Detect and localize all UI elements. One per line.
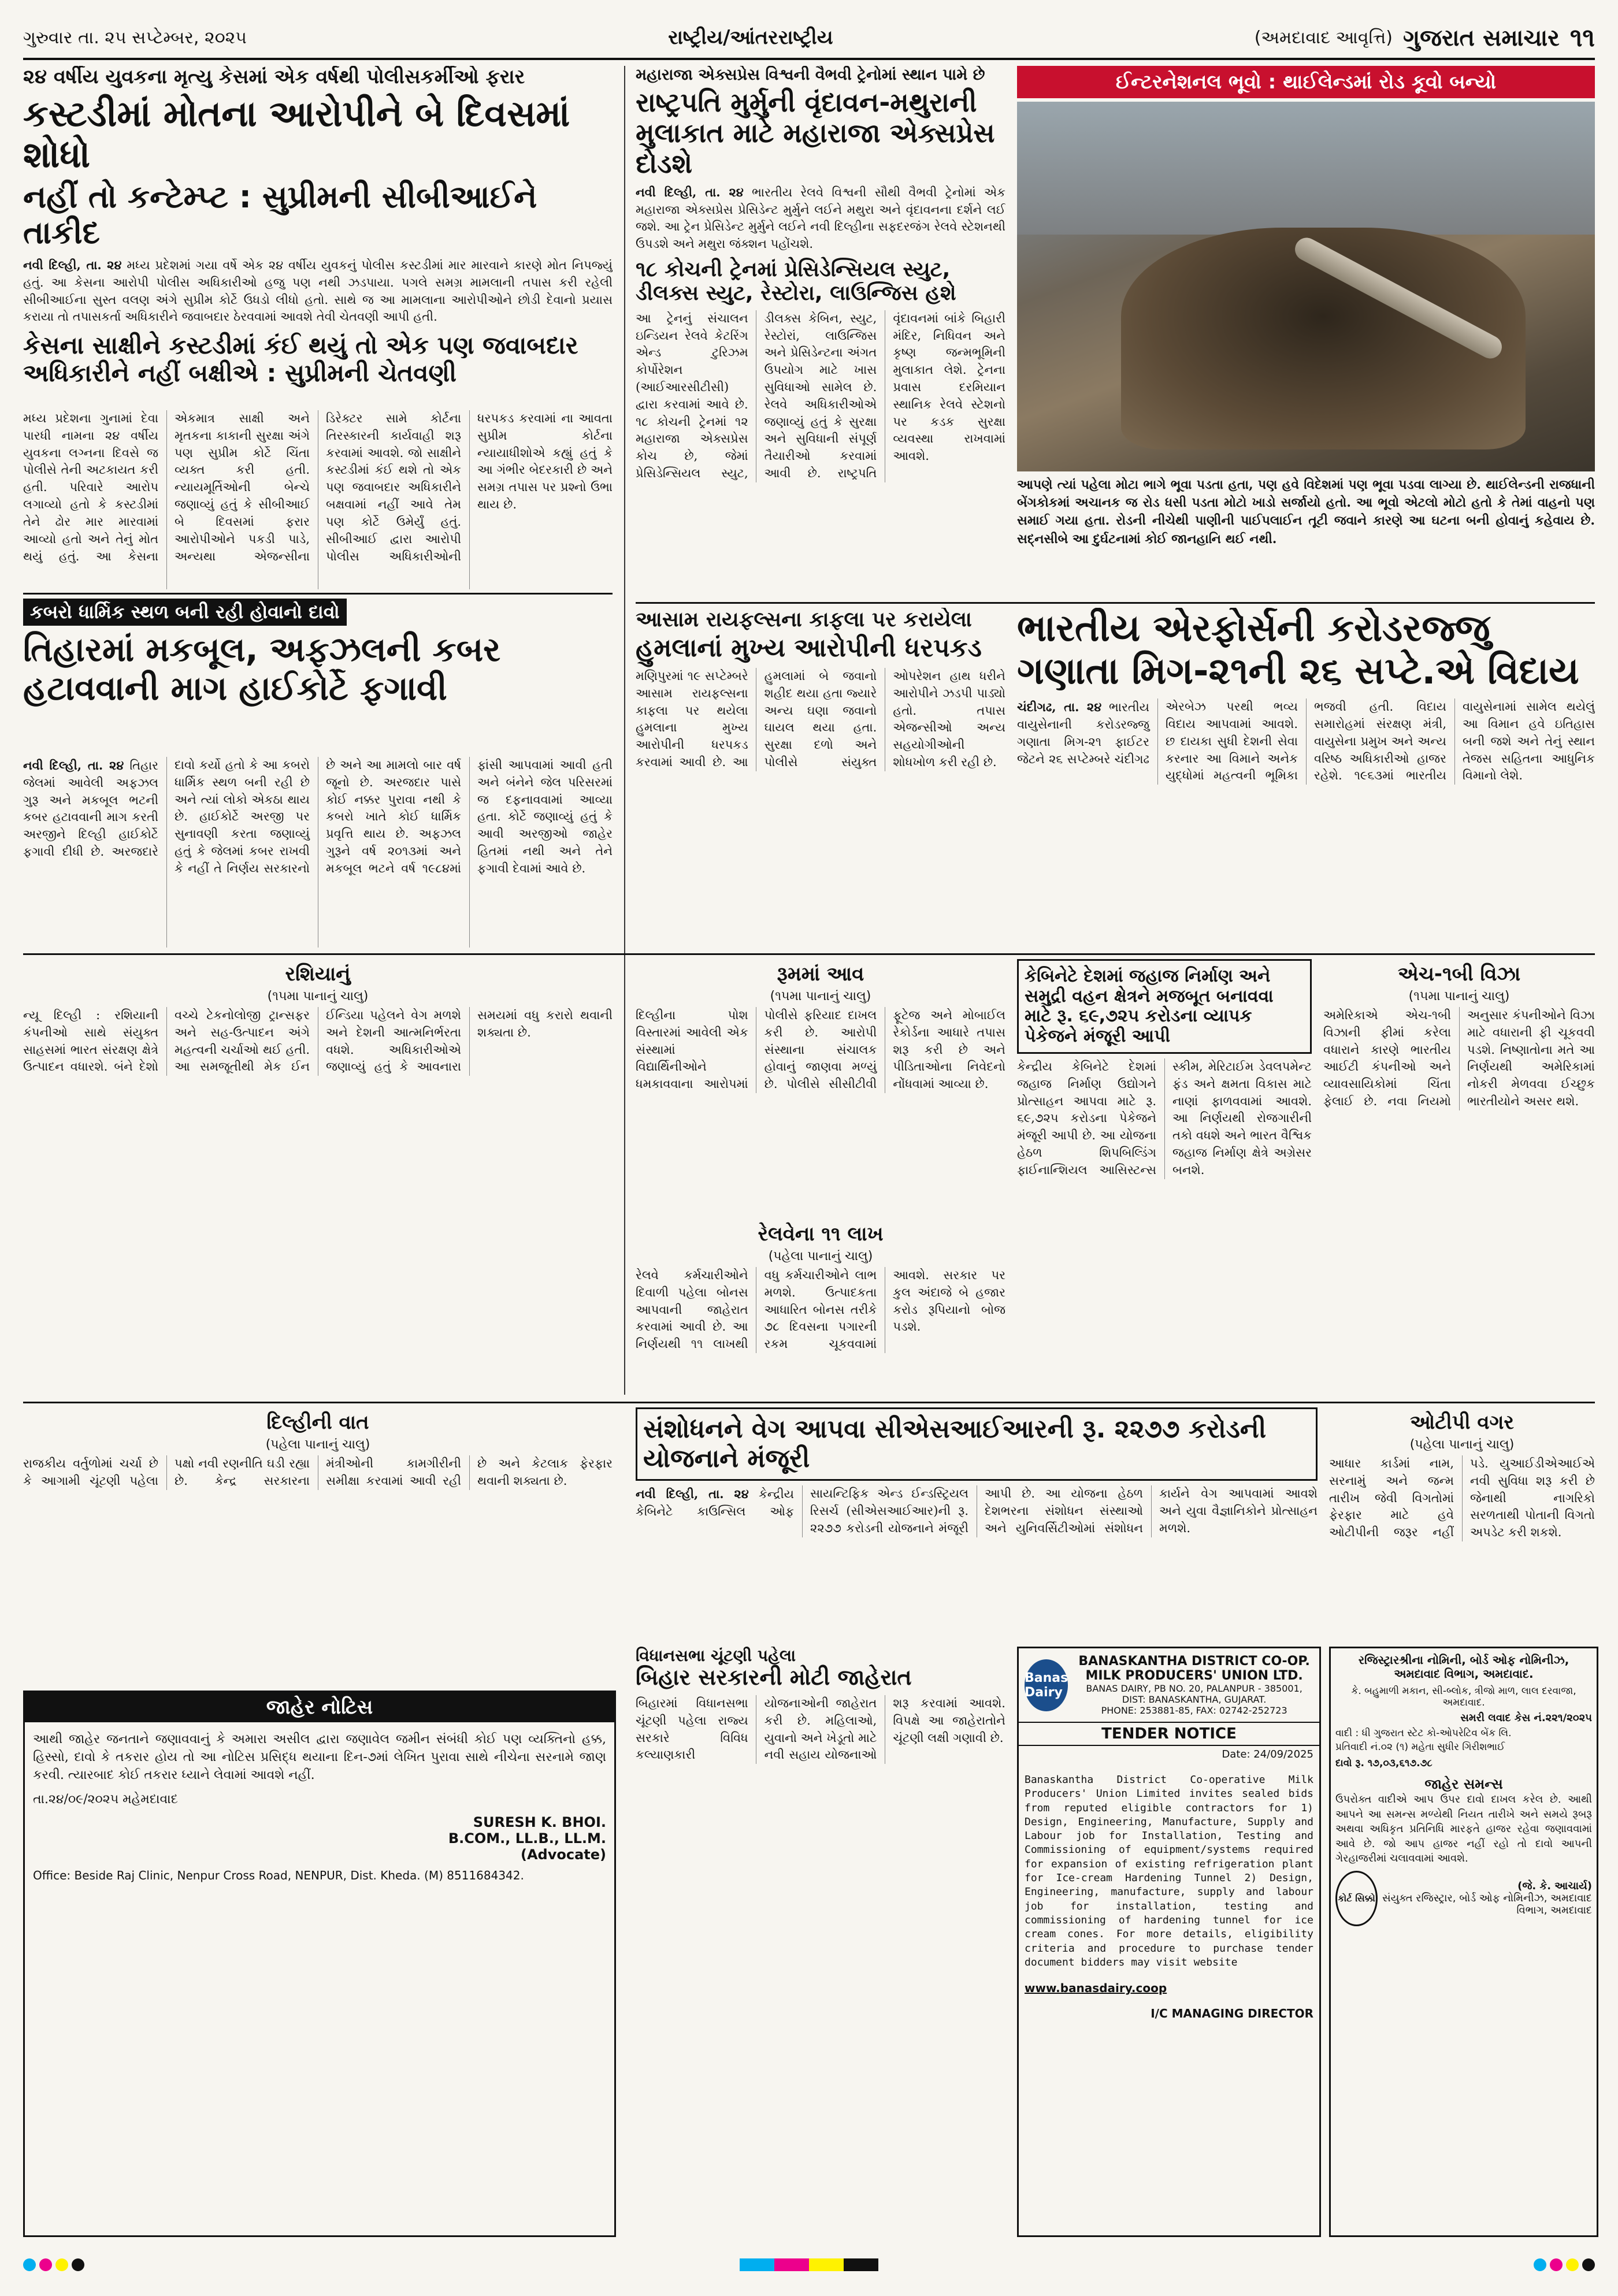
court-notice-title: રજિસ્ટ્રારશ્રીના નોમિની, બોર્ડ ઓફ નોમિનીઝ, અમદાવાદ વિભાગ, અમદાવાદ. — [1358, 1653, 1569, 1681]
story3-intro — [636, 184, 1005, 253]
page-number: ૧૧ — [1569, 23, 1595, 53]
story9-kicker: વિધાનસભા ચૂંટણી પહેલા — [636, 1647, 796, 1665]
court-claim: દાવો રૂ. ૧૭,૦૩,૬૧૭.૭૮ — [1335, 1758, 1433, 1769]
story-tihar — [23, 599, 613, 755]
jump-rail — [636, 1219, 1005, 1392]
story3-dateline: નવી દિલ્હી, તા. ૨૪ — [636, 184, 744, 199]
story2-headline: તિહારમાં મકબૂલ, અફઝલની કબર હટાવવાની માગ હાઈકોર્ટે ફગાવી — [23, 630, 501, 708]
story4-caption: આપણે ત્યાં પહેલા મોટા ભાગે ભૂવા પડતા હતા, પણ હવે વિદેશમાં પણ ભૂવા પડવા લાગ્યા છે. થાઈલેન્ડની રાજધાની બેંગકોકમાં અચાનક જ રોડ ધસી પડતા મોટો ખાડો સર્જાયો હતો. આ ભૂવો એટલો મોટો હતો કે તેમાં વાહનો પણ સમાઈ ગયા હતા. રોડની નીચેથી પાણીની પાઈપલાઈન તૂટી જવાને કારણે આ ઘટના બની હોવાનું કહેવાય છે. સદ્નસીબે આ દુર્ઘટનામાં કોઈ જાનહાનિ થઈ નથી. — [1017, 477, 1595, 547]
jump-delhi — [23, 1407, 613, 1685]
otp-body: આધાર કાર્ડમાં નામ, સરનામું અને જન્મ તારીખ જેવી વિગતોમાં ફેરફાર માટે હવે ઓટીપીની જરૂર નહીં પડે. યુઆઈડીએઆઈએ નવી સુવિધા શરૂ કરી છે જેનાથી નાગરિકો સરળતાથી પોતાની વિગતો અપડેટ કરી શકશે. — [1329, 1457, 1595, 1540]
rumma-title: રૂમમાં આવ — [777, 963, 864, 986]
masthead — [23, 17, 1595, 60]
court-notice — [1329, 1647, 1598, 2237]
story1-headline: કસ્ટડીમાં મોતના આરોપીને બે દિવસમાં શોધો — [23, 92, 570, 176]
story5-headline: હુમલાનાં મુખ્ય આરોપીની ધરપકડ — [636, 633, 982, 663]
court-seal: કોર્ટ સિક્કો — [1335, 1871, 1378, 1926]
story9-body: બિહારમાં વિધાનસભા ચૂંટણી પહેલા રાજ્ય સરકારે વિવિધ કલ્યાણકારી યોજનાઓની જાહેરાત કરી છે. મહિલાઓ, યુવાનો અને ખેડૂતો માટે નવી સહાય યોજનાઓ શરૂ કરવામાં આવશે. વિપક્ષે આ જાહેરાતોને ચૂંટણી લક્ષી ગણાવી છે. — [636, 1696, 1005, 1762]
rumma-sub: (૧૫મા પાનાનું ચાલુ) — [770, 989, 871, 1004]
divider — [23, 1402, 1595, 1403]
delhi-title: દિલ્હીની વાત — [266, 1411, 369, 1434]
tender-phone: PHONE: 253881-85, FAX: 02742-252723 — [1101, 1705, 1287, 1716]
newspaper-page — [23, 17, 1595, 2276]
story1-kicker: ૨૪ વર્ષીય યુવકના મૃત્યુ કેસમાં એક વર્ષથી પોલીસકર્મીઓ ફરાર — [23, 66, 525, 88]
magenta-dot — [1550, 2258, 1563, 2271]
story9-headline: બિહાર સરકારની મોટી જાહેરાત — [636, 1665, 912, 1691]
tender-notice — [1017, 1647, 1321, 2237]
story8-dateline: નવી દિલ્હી, તા. ૨૪ — [636, 1487, 749, 1502]
rail-title: રેલવેના ૧૧ લાખ — [758, 1223, 884, 1246]
magenta-dot — [39, 2258, 52, 2271]
legal-notice-body: આથી જાહેર જનતાને જણાવવાનું કે અમારા અસીલ દ્વારા જણાવેલ જમીન સંબંધી કોઈ પણ વ્યક્તિનો હક્ક, હિસ્સો, દાવો કે તકરાર હોય તો આ નોટિસ પ્રસિદ્ધ થયાના દિન-૭માં લેખિત પુરાવા સાથે નીચેના સરનામે જાણ કરવી. ત્યારબાદ કોઈ તકરાર ધ્યાને લેવામાં આવશે નહીં. — [33, 1732, 606, 1783]
story1-intro-text: મધ્ય પ્રદેશમાં ગયા વર્ષે એક ૨૪ વર્ષીય યુવકનું પોલીસ કસ્ટડીમાં માર મારવાને કારણે મોત નિપજ્યું હતું. આ કેસના આરોપી પોલીસ અધિકારીઓ હજુ પણ નથી ઝડપાયા. પગલે સમગ્ર મામલાની તપાસ કરી રહેલી સીબીઆઈના સુસ્ત વલણ અંગે સુપ્રીમ કોર્ટે ઉધડો લીધો હતો. સાથે જ આ મામલાના આરોપીઓને છોડી દેવાનો પ્રયાસ કરાયા તો તપાસકર્તા અધિકારીને જવાબદાર ઠેરવવામાં આવશે તેવી ચેતવણી આપી હતી. — [23, 258, 613, 324]
yellow-swatch — [809, 2258, 844, 2271]
story4-banner: ઈન્ટરનેશનલ ભૂવો : થાઈલેન્ડમાં રોડ કૂવો બન્યો — [1017, 66, 1595, 98]
tender-org: BANASKANTHA DISTRICT CO-OP. MILK PRODUCERS' UNION LTD. — [1078, 1654, 1310, 1683]
print-registration-strip — [23, 2253, 1595, 2276]
story1-subhead: કેસના સાક્ષીને કસ્ટડીમાં કંઈ થયું તો એક પણ જવાબદાર અધિકારીને નહીં બક્ષીએ : સુપ્રીમની ચેતવણી — [23, 331, 578, 388]
story6-body — [1017, 699, 1595, 785]
rumma-body: દિલ્હીના પોશ વિસ્તારમાં આવેલી એક સંસ્થામાં વિદ્યાર્થિનીઓને ધમકાવવાના આરોપમાં પોલીસે ફરિયાદ દાખલ કરી છે. આરોપી સંસ્થાના સંચાલક હોવાનું જાણવા મળ્યું છે. પોલીસે સીસીટીવી ફૂટેજ અને મોબાઈલ રેકોર્ડના આધારે તપાસ શરૂ કરી છે અને પીડિતાઓના નિવેદનો નોંધવામાં આવ્યા છે. — [636, 1008, 1005, 1091]
story-custody-death — [23, 66, 613, 407]
story8-text: કેન્દ્રીય કેબિનેટે કાઉન્સિલ ઓફ સાયન્ટિફિક એન્ડ ઈન્ડસ્ટ્રિયલ રિસર્ચ (સીએસઆઈઆર)ની રૂ. ૨૨૭૭ કરોડની યોજનાને મંજૂરી આપી છે. આ યોજના હેઠળ દેશભરના સંશોધન સંસ્થાઓ અને યુનિવર્સિટીઓમાં સંશોધન કાર્યને વેગ આપવામાં આવશે અને યુવા વૈજ્ઞાનિકોને પ્રોત્સાહન મળશે. — [636, 1487, 1318, 1535]
delhi-body: રાજકીય વર્તુળોમાં ચર્ચા છે કે આગામી ચૂંટણી પહેલા પક્ષો નવી રણનીતિ ઘડી રહ્યા છે. કેન્દ્ર સરકારના મંત્રીઓની કામગીરીની સમીક્ષા કરવામાં આવી રહી છે અને કેટલાક ફેરફાર થવાની શક્યતા છે. — [23, 1457, 613, 1488]
otp-title: ઓટીપી વગર — [1410, 1411, 1514, 1434]
story-assam-rifles — [636, 608, 1005, 862]
advocate-block — [33, 1814, 606, 1863]
tender-body: Banaskantha District Co-operative Milk Producers' Union Limited invites sealed bids from reputed eligible contractors for 1) Design, Engineering, Manufacture, Supply and Labour job for Installation, Testing and Commissioning of equipment/systems required for expansion of existing refrigeration plant for Ice-cream Hardening Tunnel 2) Design, Engineering, manufacture, supply and labour job for installation, testing and commissioning of hardening tunnel for ice cream cones. For more details, eligibility criteria and procedure to purchase tender document bidders may visit website — [1025, 1774, 1313, 1968]
story8-headline: સંશોધનને વેગ આપવા સીએસઆઈઆરની રૂ. ૨૨૭૭ કરોડની યોજનાને મંજૂરી — [643, 1414, 1267, 1473]
jump-rumma — [636, 959, 1005, 1213]
banas-dairy-logo: Banas Dairy — [1025, 1659, 1068, 1711]
story6-dateline: ચંદીગઢ, તા. ૨૪ — [1017, 700, 1102, 715]
advocate-role: (Advocate) — [521, 1846, 606, 1863]
masthead-left — [23, 28, 247, 48]
story6-headline: ભારતીય એરફોર્સની કરોડરજ્જુ ગણાતા મિગ-૨૧ની ૨૬ સપ્ટે.એ વિદાય — [1017, 608, 1579, 693]
story5-kicker: આસામ રાયફલ્સના કાફલા પર કરાયેલા — [636, 608, 972, 631]
court-plaintiff: વાદી : ધી ગુજરાત સ્ટેટ કો-ઓપરેટિવ બેંક લિ. — [1335, 1727, 1512, 1739]
story-cabinet-ship — [1017, 959, 1312, 1398]
rail-sub: (પહેલા પાનાનું ચાલુ) — [768, 1249, 873, 1264]
black-swatch — [844, 2258, 878, 2271]
tender-title: TENDER NOTICE — [1019, 1722, 1319, 1746]
story1-dateline: નવી દિલ્હી, તા. ૨૪ — [23, 257, 122, 272]
color-bar — [740, 2258, 878, 2271]
story3-body: આ ટ્રેનનું સંચાલન ઇન્ડિયન રેલવે કેટરિંગ એન્ડ ટુરિઝમ કોર્પોરેશન (આઈઆરસીટીસી) દ્વારા કરવામાં આવે છે. ૧૮ કોચની ટ્રેનમાં ૧૨ મહારાજા એક્સપ્રેસ કોચ છે, જેમાં પ્રેસિડેન્સિયલ સ્યુટ, ડીલક્સ કેબિન, સ્યુટ, રેસ્ટોરાં, લાઉન્જિસ અને પ્રેસિડેન્ટના અંગત ઉપયોગ માટે ખાસ સુવિધાઓ સામેલ છે. રેલવે અધિકારીઓએ જણાવ્યું હતું કે સુરક્ષા અને સુવિધાની સંપૂર્ણ તૈયારીઓ કરવામાં આવી છે. રાષ્ટ્રપતિ વૃંદાવનમાં બાંકે બિહારી મંદિર, નિધિવન અને કૃષ્ણ જન્મભૂમિની મુલાકાત લેશે. ટ્રેનના પ્રવાસ દરમિયાન સ્થાનિક રેલવે સ્ટેશનો પર કડક સુરક્ષા વ્યવસ્થા રાખવામાં આવશે. — [636, 311, 1005, 481]
section-title: રાષ્ટ્રીય/આંતરરાષ્ટ્રીય — [668, 26, 833, 49]
cyan-dot — [1534, 2258, 1546, 2271]
court-signer: (જે. કે. આચાર્ય) — [1517, 1880, 1592, 1893]
story7-body: કેન્દ્રીય કેબિનેટે દેશમાં જહાજ નિર્માણ ઉદ્યોગને પ્રોત્સાહન આપવા માટે રૂ. ૬૯,૭૨૫ કરોડના પેકેજને મંજૂરી આપી છે. આ યોજના હેઠળ શિપબિલ્ડિંગ ફાઈનાન્શિયલ આસિસ્ટન્સ સ્કીમ, મેરિટાઈમ ડેવલપમેન્ટ ફંડ અને ક્ષમતા વિકાસ માટે નાણાં ફાળવવામાં આવશે. આ નિર્ણયથી રોજગારીની તકો વધશે અને ભારત વૈશ્વિક જહાજ નિર્માણ ક્ષેત્રે અગ્રેસર બનશે. — [1017, 1060, 1312, 1177]
story3-headline: રાષ્ટ્રપતિ મુર્મુની વૃંદાવન-મથુરાની મુલાકાત માટે મહારાજા એક્સપ્રેસ દોડશે — [636, 87, 995, 179]
story2-body — [23, 757, 613, 948]
registration-marks-left — [23, 2258, 84, 2271]
court-signer-role: સંયુક્ત રજિસ્ટ્રાર, બોર્ડ ઓફ નોમિનીઝ, અમદાવાદ વિભાગ, અમદાવાદ — [1382, 1892, 1592, 1917]
magenta-swatch — [774, 2258, 809, 2271]
story-thailand-sinkhole — [1017, 66, 1595, 597]
tender-address: BANAS DAIRY, PB NO. 20, PALANPUR - 385001, DIST: BANASKANTHA, GUJARAT. — [1086, 1683, 1302, 1705]
rashiyan-body: ન્યૂ દિલ્હી : રશિયાની કંપનીઓ સાથે સંયુક્ત સાહસમાં ભારત સંરક્ષણ ક્ષેત્રે ઉત્પાદન વધારશે. બંને દેશો વચ્ચે ટેકનોલોજી ટ્રાન્સફર અને સહ-ઉત્પાદન અંગે મહત્વની ચર્ચાઓ થઈ હતી. આ સમજૂતીથી મેક ઈન ઈન્ડિયા પહેલને વેગ મળશે અને દેશની આત્મનિર્ભરતા વધશે. અધિકારીઓએ જણાવ્યું હતું કે આવનારા સમયમાં વધુ કરારો થવાની શક્યતા છે. — [23, 1008, 613, 1074]
visa-body: અમેરિકાએ એચ-૧બી વિઝાની ફીમાં કરેલા વધારાને કારણે ભારતીય આઈટી કંપનીઓ અને વ્યાવસાયિકોમાં ચિંતા ફેલાઈ છે. નવા નિયમો અનુસાર કંપનીઓને વિઝા માટે વધારાની ફી ચૂકવવી પડશે. નિષ્ણાતોના મતે આ નિર્ણયથી અમેરિકામાં નોકરી મેળવવા ઈચ્છુક ભારતીયોને અસર થશે. — [1323, 1008, 1595, 1109]
otp-sub: (પહેલા પાનાનું ચાલુ) — [1409, 1437, 1515, 1452]
summons-title: જાહેર સમન્સ — [1424, 1776, 1503, 1792]
court-notice-address: કે. બહુમાળી મકાન, સી-બ્લોક, ત્રીજો માળ, લાલ દરવાજા, અમદાવાદ. — [1351, 1685, 1576, 1708]
legal-notice — [23, 1691, 616, 2237]
advocate-degree: B.COM., LL.B., LL.M. — [448, 1830, 606, 1847]
tender-date: Date: 24/09/2025 — [1222, 1748, 1313, 1760]
delhi-sub: (પહેલા પાનાનું ચાલુ) — [265, 1437, 370, 1452]
story7-box — [1017, 959, 1312, 1054]
story7-headline: કેબિનેટે દેશમાં જહાજ નિર્માણ અને સમુદ્રી વહન ક્ષેત્રને મજબૂત બનાવવા માટે રૂ. ૬૯,૭૨૫ કરોડના વ્યાપક પેકેજને મંજૂરી આપી — [1025, 966, 1274, 1046]
story1-body: મધ્ય પ્રદેશના ગુનામાં દેવા પારધી નામના ૨૪ વર્ષીય યુવકના લગ્નના દિવસે જ પોલીસે તેની અટકાયત કરી હતી. પરિવારે આરોપ લગાવ્યો હતો કે કસ્ટડીમાં તેને ઢોર માર મારવામાં આવ્યો હતો અને તેનું મોત થયું હતું. આ કેસના એકમાત્ર સાક્ષી અને મૃતકના કાકાની સુરક્ષા અંગે પણ સુપ્રીમ કોર્ટે ચિંતા વ્યક્ત કરી હતી. ન્યાયમૂર્તિઓની બેન્ચે જણાવ્યું હતું કે સીબીઆઈ બે દિવસમાં ફરાર આરોપીઓને પકડી પાડે, અન્યથા એજન્સીના ડિરેક્ટર સામે કોર્ટના તિરસ્કારની કાર્યવાહી શરૂ કરવામાં આવશે. જો સાક્ષીને કસ્ટડીમાં કંઈ થશે તો એક પણ જવાબદાર અધિકારીને બક્ષવામાં નહીં આવે તેમ પણ કોર્ટે ઉમેર્યું હતું. સીબીઆઈ દ્વારા આરોપી પોલીસ અધિકારીઓની ધરપકડ કરવામાં ના આવતા સુપ્રીમ કોર્ટના ન્યાયાધીશોએ કહ્યું હતું કે આ ગંભીર બેદરકારી છે અને સમગ્ર તપાસ પર પ્રશ્નો ઉભા થાય છે. — [23, 411, 613, 563]
tender-header — [1019, 1648, 1319, 1722]
cyan-swatch — [740, 2258, 774, 2271]
story1-intro — [23, 257, 613, 326]
court-signature-row — [1331, 1866, 1597, 1931]
cyan-dot — [23, 2258, 36, 2271]
story5-body: મણિપુરમાં ૧૯ સપ્ટેમ્બરે આસામ રાયફલ્સના કાફલા પર થયેલા હુમલાના મુખ્ય આરોપીની ધરપકડ કરવામાં આવી છે. આ હુમલામાં બે જવાનો શહીદ થયા હતા જ્યારે અન્ય ઘણા જવાનો ઘાયલ થયા હતા. સુરક્ષા દળો અને પોલીસે સંયુક્ત ઓપરેશન હાથ ધરીને આરોપીને ઝડપી પાડ્યો હતો. તપાસ એજન્સીઓ અન્ય સહયોગીઓની શોધખોળ કરી રહી છે. — [636, 668, 1005, 770]
story8-box — [636, 1407, 1318, 1481]
story6-text: ભારતીય વાયુસેનાની કરોડરજ્જુ ગણાતા મિગ-૨૧ ફાઈટર જેટને ૨૬ સપ્ટેમ્બરે ચંદીગઢ એરબેઝ પરથી ભવ્ય વિદાય આપવામાં આવશે. છ દાયકા સુધી દેશની સેવા કરનાર આ વિમાને અનેક યુદ્ધોમાં મહત્વની ભૂમિકા ભજવી હતી. વિદાય સમારોહમાં સંરક્ષણ મંત્રી, વાયુસેના પ્રમુખ અને અન્ય વરિષ્ઠ અધિકારીઓ હાજર રહેશે. ૧૯૬૩માં ભારતીય વાયુસેનામાં સામેલ થયેલું આ વિમાન હવે ઇતિહાસ બની જશે અને તેનું સ્થાન તેજસ સહિતના આધુનિક વિમાનો લેશે. — [1017, 700, 1595, 783]
rashiyan-sub: (૧૫મા પાનાનું ચાલુ) — [267, 989, 369, 1004]
visa-sub: (૧૫મા પાનાનું ચાલુ) — [1408, 989, 1510, 1004]
registration-marks-right — [1534, 2258, 1595, 2271]
court-case-no: સમરી લવાદ કેસ નં.૨૨૧/૨૦૨૫ — [1460, 1712, 1592, 1724]
tender-signoff: I/C MANAGING DIRECTOR — [1151, 2007, 1313, 2021]
story1-headline-2: નહીં તો કન્ટેમ્પ્ટ : સુપ્રીમની સીબીઆઈને તાકીદ — [23, 178, 537, 251]
story3-intro-text: ભારતીય રેલવે વિશ્વની સૌથી વૈભવી ટ્રેનોમાં એક મહારાજા એક્સપ્રેસ પ્રેસિડેન્ટ મુર્મુને લઈને મથુરા અને વૃંદાવનના દર્શને લઈ જશે. આ ટ્રેન પ્રેસિડેન્ટ મુર્મુને લઈને નવી દિલ્હીના સફદરજંગ રેલવે સ્ટેશનથી ઉપડશે અને મથુરા જંક્શન પહોંચશે. — [636, 185, 1005, 251]
black-dot — [1582, 2258, 1595, 2271]
story3-subhead: ૧૮ કોચની ટ્રેનમાં પ્રેસિડેન્સિયલ સ્યુટ, ડીલક્સ સ્યુટ, રેસ્ટોરા, લાઉન્જિસ હશે — [636, 257, 956, 306]
masthead-right — [1255, 23, 1595, 53]
rashiyan-title: રશિયાનું — [285, 963, 351, 986]
story-maharaja-express — [636, 66, 1005, 597]
sinkhole-photo — [1017, 102, 1595, 471]
rail-body: રેલવે કર્મચારીઓને દિવાળી પહેલા બોનસ આપવાની જાહેરાત કરવામાં આવી છે. આ નિર્ણયથી ૧૧ લાખથી વધુ કર્મચારીઓને લાભ મળશે. ઉત્પાદકતા આધારિત બોનસ તરીકે ૭૮ દિવસના પગારની રકમ ચૂકવવામાં આવશે. સરકાર પર કુલ અંદાજે બે હજાર કરોડ રૂપિયાનો બોજ પડશે. — [636, 1268, 1005, 1351]
story-mig21 — [1017, 608, 1595, 862]
summons-body: ઉપરોક્ત વાદીએ આપ ઉપર દાવો દાખલ કરેલ છે. આથી આપને આ સમન્સ મળ્યેથી નિયત તારીખે અને સમયે રૂબરૂ અથવા અધિકૃત પ્રતિનિધિ મારફતે હાજર રહેવા જણાવવામાં આવે છે. જો આપ હાજર નહીં રહો તો દાવો આપની ગેરહાજરીમાં ચલાવવામાં આવશે. — [1335, 1793, 1592, 1865]
divider — [23, 593, 613, 595]
story2-dateline: નવી દિલ્હી, તા. ૨૪ — [23, 758, 124, 772]
divider — [636, 602, 1595, 604]
jump-otp — [1329, 1407, 1595, 1639]
yellow-dot — [55, 2258, 68, 2271]
road-surface — [1017, 102, 1595, 235]
paper-name: ગુજરાત સમાચાર — [1402, 24, 1560, 51]
edition-label: (અમદાવાદ આવૃત્તિ) — [1254, 27, 1393, 48]
court-defendant: પ્રતિવાદી નં.૦૨ (૧) મહેતા સુધીર ગિરીશભાઈ — [1335, 1741, 1505, 1753]
jump-visa — [1323, 959, 1595, 1398]
divider — [23, 953, 1595, 955]
yellow-dot — [1566, 2258, 1579, 2271]
black-dot — [72, 2258, 84, 2271]
legal-notice-place: તા.૨૪/૦૯/૨૦૨૫ મહેમદાવાદ — [33, 1792, 178, 1807]
story2-text: તિહાર જેલમાં આવેલી અફઝલ ગુરૂ અને મકબૂલ ભટની કબર હટાવવાની માગ કરતી અરજીને દિલ્હી હાઈકોર્ટે ફગાવી દીધી છે. અરજદારે દાવો કર્યો હતો કે આ કબરો ધાર્મિક સ્થળ બની રહી છે અને ત્યાં લોકો એકઠા થાય છે. હાઈકોર્ટે અરજી પર સુનાવણી કરતા જણાવ્યું હતું કે જેલમાં કબર રાખવી કે નહીં તે નિર્ણય સરકારનો છે અને આ મામલો બાર વર્ષ જૂનો છે. અરજદાર પાસે કોઈ નક્કર પુરાવા નથી કે કબરો ખાતે કોઈ ધાર્મિક પ્રવૃત્તિ થાય છે. અફઝલ ગુરૂને વર્ષ ૨૦૧૩માં અને મકબૂલ ભટને વર્ષ ૧૯૮૪માં ફાંસી આપવામાં આવી હતી અને બંનેને જેલ પરિસરમાં જ દફનાવવામાં આવ્યા હતા. કોર્ટે જણાવ્યું હતું કે આવી અરજીઓ જાહેર હિતમાં નથી અને તેને ફગાવી દેવામાં આવે છે. — [23, 758, 613, 875]
story-csir — [636, 1407, 1318, 1639]
story2-kicker: કબરો ધાર્મિક સ્થળ બની રહી હોવાનો દાવો — [23, 599, 347, 626]
issue-date: ગુરુવાર તા. ૨૫ સપ્ટેમ્બર, ૨૦૨૫ — [23, 27, 247, 48]
advocate-office: Office: Beside Raj Clinic, Nenpur Cross Road, NENPUR, Dist. Kheda. (M) 8511684342. — [33, 1868, 524, 1882]
jump-rashiyan — [23, 959, 613, 1352]
visa-title: એચ-૧બી વિઝા — [1397, 963, 1521, 986]
story-bihar — [636, 1647, 1005, 1935]
advocate-name: SURESH K. BHOI. — [473, 1814, 606, 1830]
tender-website[interactable]: www.banasdairy.coop — [1025, 1981, 1167, 1996]
story8-body — [636, 1485, 1318, 1537]
column-rule — [624, 66, 625, 1395]
legal-notice-title: જાહેર નોટિસ — [25, 1692, 614, 1722]
story3-kicker: મહારાજા એક્સપ્રેસ વિશ્વની વૈભવી ટ્રેનોમાં સ્થાન પામે છે — [636, 66, 985, 84]
